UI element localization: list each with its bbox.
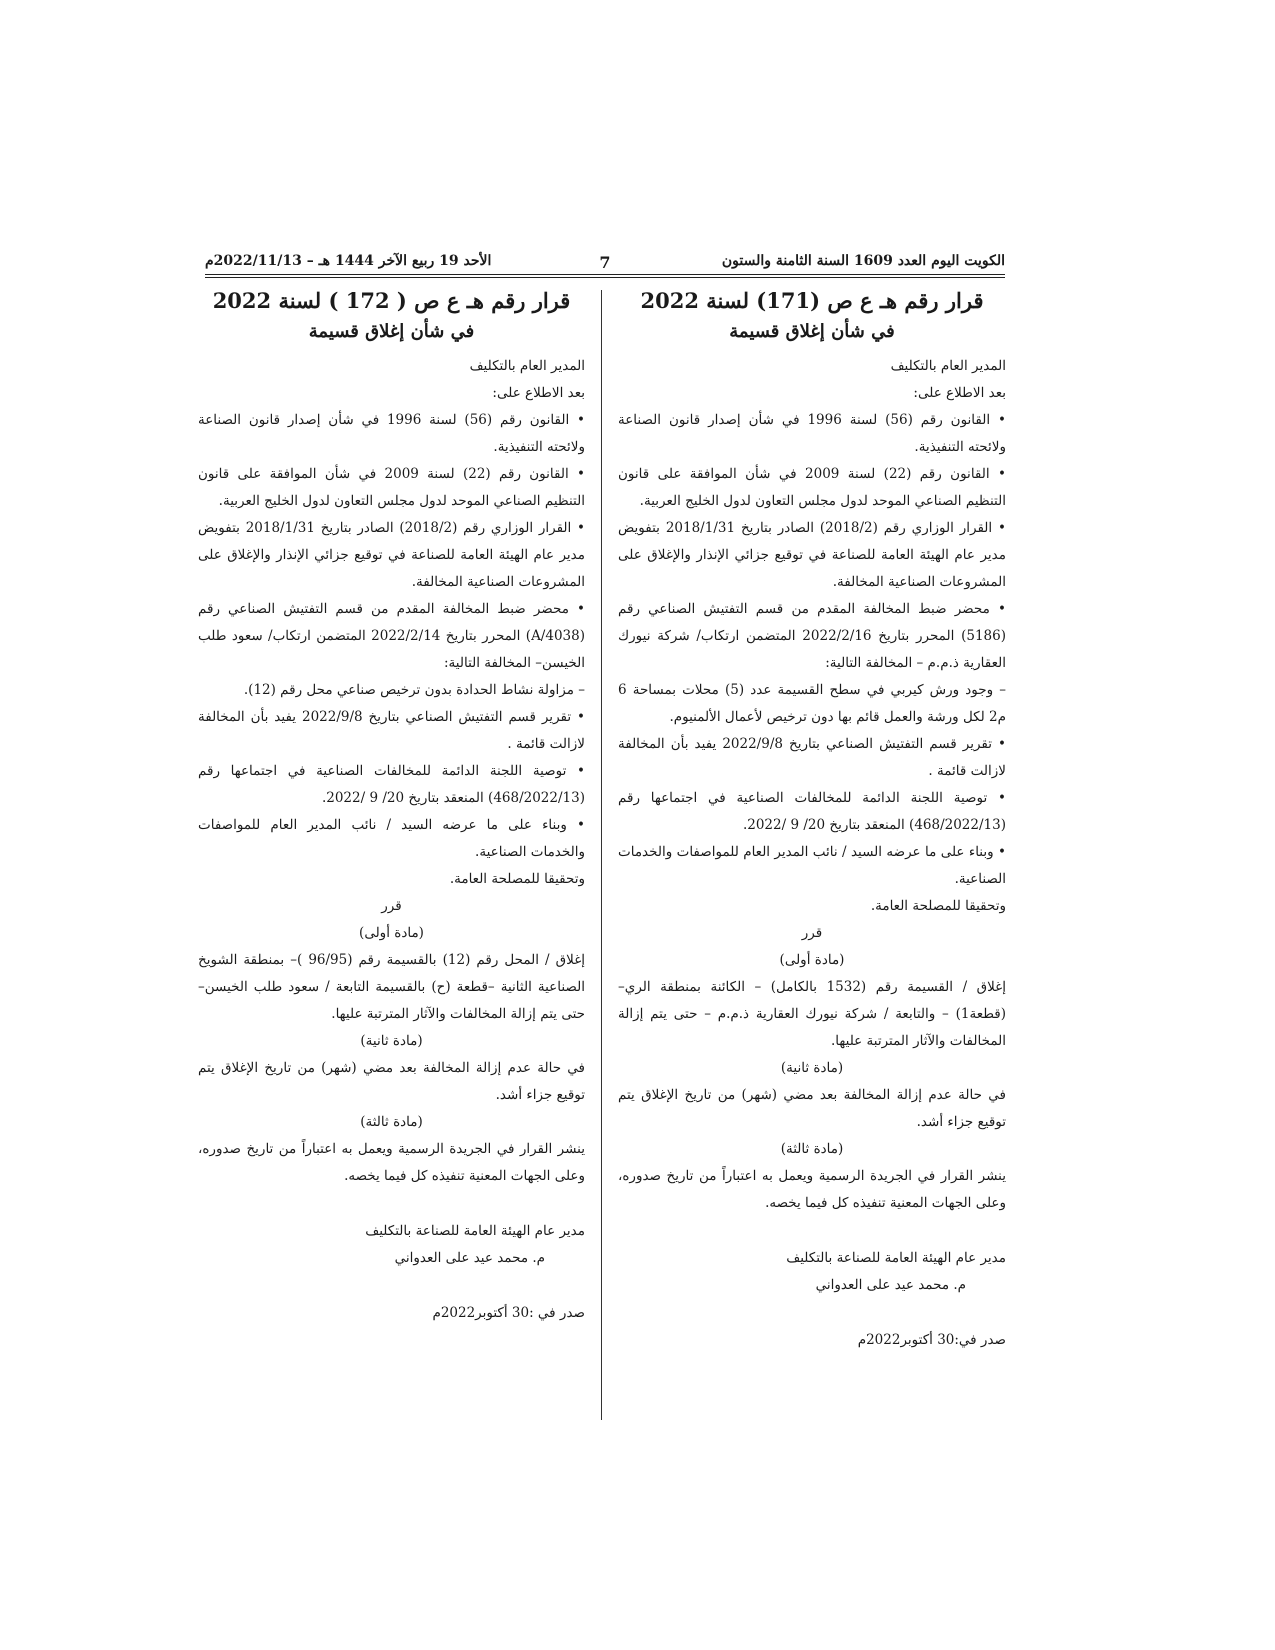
recital-2: • القانون رقم (22) لسنة 2009 في شأن الموافقة على قانون التنظيم الصناعي الموحد لدول مجلس التعاون لدول الخليج العربية.	[198, 466, 585, 509]
article-2-title: (مادة ثانية)	[360, 1033, 423, 1049]
recital-3: • القرار الوزاري رقم (2018/2) الصادر بتاريخ 2018/1/31 بتفويض مدير عام الهيئة العامة للصناعة في توقيع جزائي الإنذار والإغلاق على المشروعات الصناعية المخالفة.	[618, 520, 1006, 590]
recital-6: • توصية اللجنة الدائمة للمخالفات الصناعية في اجتماعها رقم (468/2022/13) المنعقد بتاريخ 20/ 9 /2022.	[618, 790, 1006, 833]
after-review: بعد الاطلاع على:	[492, 385, 585, 401]
header-publication: الكويت اليوم العدد 1609 السنة الثامنة والستون	[721, 253, 1005, 269]
decision-subtitle: في شأن إغلاق قسيمة	[308, 321, 475, 342]
signature-name: م. محمد عيد على العدواني	[394, 1250, 545, 1266]
decision-subtitle: في شأن إغلاق قسيمة	[729, 321, 895, 342]
violation: – وجود ورش كيربي في سطح القسيمة عدد (5) محلات بمساحة 6 م2 لكل ورشة والعمل قائم بها دون ترخيص لأعمال الألمنيوم.	[618, 682, 1006, 725]
after-review: بعد الاطلاع على:	[913, 385, 1006, 401]
article-3: ينشر القرار في الجريدة الرسمية ويعمل به اعتباراً من تاريخ صدوره، وعلى الجهات المعنية تنفيذه كل فيما يخصه.	[618, 1168, 1006, 1211]
recital-5: • تقرير قسم التفتيش الصناعي بتاريخ 2022/9/8 يفيد بأن المخالفة لازالت قائمة .	[198, 709, 585, 752]
violation: – مزاولة نشاط الحدادة بدون ترخيص صناعي محل رقم (12).	[243, 682, 585, 698]
article-3: ينشر القرار في الجريدة الرسمية ويعمل به اعتباراً من تاريخ صدوره، وعلى الجهات المعنية تنفيذه كل فيما يخصه.	[198, 1141, 585, 1184]
column-divider	[601, 290, 602, 1420]
signature-name: م. محمد عيد على العدواني	[815, 1277, 966, 1293]
issued-date: صدر في:30 أكتوبر2022م	[857, 1332, 1006, 1348]
recital-2: • القانون رقم (22) لسنة 2009 في شأن الموافقة على قانون التنظيم الصناعي الموحد لدول مجلس التعاون لدول الخليج العربية.	[618, 466, 1006, 509]
article-1: إغلاق / القسيمة رقم (1532 بالكامل) – الكائنة بمنطقة الري– (قطعة1) – والتابعة / شركة نيورك العقارية ذ.م.م – حتى يتم إزالة المخالفات والآثار المترتبة عليها.	[618, 979, 1006, 1049]
decision-171-column	[618, 285, 1006, 1354]
decision-title: قرار رقم هـ ع ص ( 172 ) لسنة 2022	[212, 288, 571, 313]
issued-date: صدر في :30 أكتوبر2022م	[432, 1305, 585, 1321]
signature-title: مدير عام الهيئة العامة للصناعة بالتكليف	[365, 1223, 585, 1239]
article-1: إغلاق / المحل رقم (12) بالقسيمة رقم (96/95 )– بمنطقة الشويخ الصناعية الثانية –قطعة (ح) بالقسيمة التابعة / سعود طلب الخيسن– حتى يتم إزالة المخالفات والآثار المترتبة عليها.	[198, 952, 586, 1022]
article-1-title: (مادة أولى)	[779, 952, 845, 968]
recital-7: • وبناء على ما عرضه السيد / نائب المدير العام للمواصفات والخدمات الصناعية.	[198, 817, 585, 860]
recital-1: • القانون رقم (56) لسنة 1996 في شأن إصدار قانون الصناعة ولائحته التنفيذية.	[198, 412, 585, 455]
recital-6: • توصية اللجنة الدائمة للمخالفات الصناعية في اجتماعها رقم (468/2022/13) المنعقد بتاريخ 20/ 9 /2022.	[198, 763, 585, 806]
article-2: في حالة عدم إزالة المخالفة بعد مضي (شهر) من تاريخ الإغلاق يتم توقيع جزاء أشد.	[198, 1060, 585, 1103]
decided: قرر	[381, 898, 402, 914]
public-interest: وتحقيقا للمصلحة العامة.	[870, 898, 1006, 914]
header-rule	[205, 274, 1005, 275]
header-date: الأحد 19 ربيع الآخر 1444 هـ – 2022/11/13م	[205, 253, 492, 269]
public-interest: وتحقيقا للمصلحة العامة.	[449, 871, 585, 887]
recital-4: • محضر ضبط المخالفة المقدم من قسم التفتيش الصناعي رقم (A/4038) المحرر بتاريخ 2022/2/14 المتضمن ارتكاب/ سعود طلب الخيسن– المخالفة التالية:	[198, 601, 585, 671]
recital-5: • تقرير قسم التفتيش الصناعي بتاريخ 2022/9/8 يفيد بأن المخالفة لازالت قائمة .	[618, 736, 1006, 779]
recital-3: • القرار الوزاري رقم (2018/2) الصادر بتاريخ 2018/1/31 بتفويض مدير عام الهيئة العامة للصناعة في توقيع جزائي الإنذار والإغلاق على المشروعات الصناعية المخالفة.	[198, 520, 585, 590]
signature-title: مدير عام الهيئة العامة للصناعة بالتكليف	[786, 1250, 1006, 1266]
director-line: المدير العام بالتكليف	[469, 358, 585, 374]
header-rule-double	[205, 277, 1005, 278]
article-3-title: (مادة ثالثة)	[360, 1114, 423, 1130]
article-2: في حالة عدم إزالة المخالفة بعد مضي (شهر) من تاريخ الإغلاق يتم توقيع جزاء أشد.	[618, 1087, 1006, 1130]
page-number: 7	[599, 253, 611, 272]
decision-172-column	[198, 285, 585, 1327]
recital-1: • القانون رقم (56) لسنة 1996 في شأن إصدار قانون الصناعة ولائحته التنفيذية.	[618, 412, 1006, 455]
article-3-title: (مادة ثالثة)	[780, 1141, 844, 1157]
recital-4: • محضر ضبط المخالفة المقدم من قسم التفتيش الصناعي رقم (5186) المحرر بتاريخ 2022/2/16 المتضمن ارتكاب/ شركة نيورك العقارية ذ.م.م – المخالفة التالية:	[618, 601, 1006, 671]
decision-title: قرار رقم هـ ع ص (171) لسنة 2022	[640, 288, 984, 313]
director-line: المدير العام بالتكليف	[890, 358, 1006, 374]
recital-7: • وبناء على ما عرضه السيد / نائب المدير العام للمواصفات والخدمات الصناعية.	[618, 844, 1006, 887]
decided: قرر	[801, 925, 823, 941]
article-2-title: (مادة ثانية)	[780, 1060, 844, 1076]
article-1-title: (مادة أولى)	[359, 925, 424, 941]
